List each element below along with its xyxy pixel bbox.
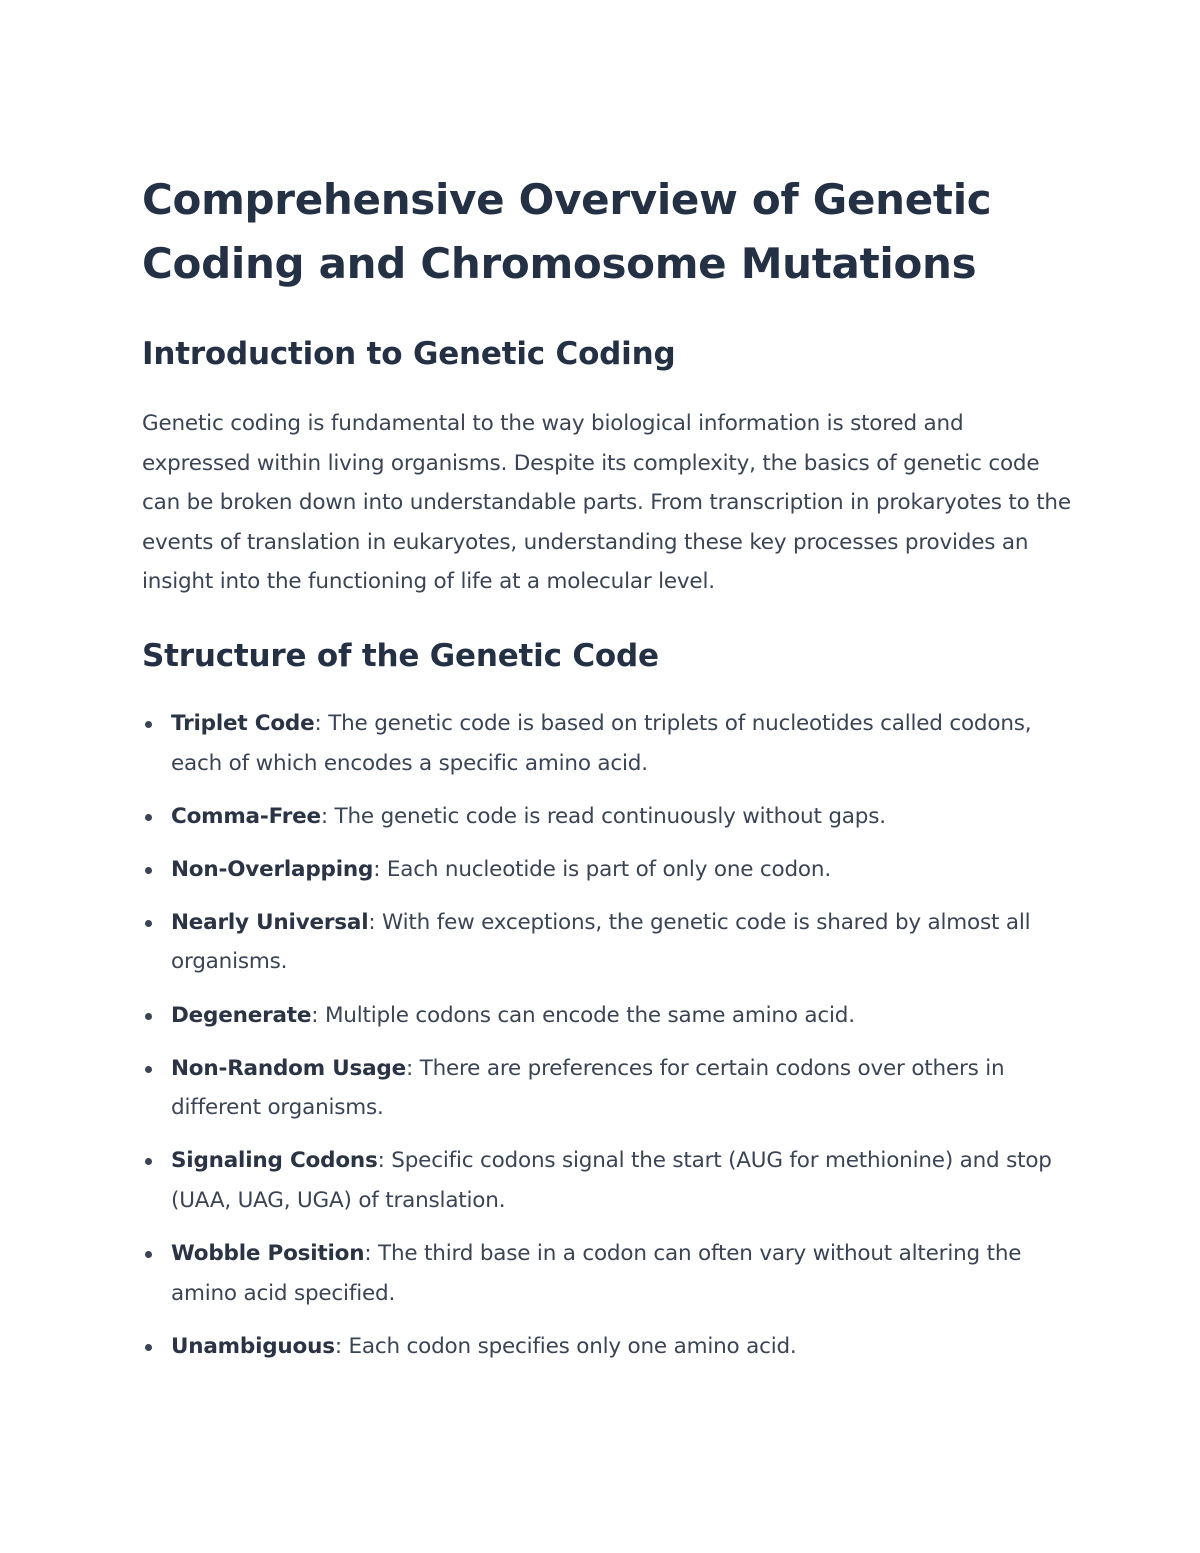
- list-item-text: : Specific codons signal the start (AUG for methionine) and stop (UAA, UAG, UGA) of translation.: [171, 1148, 1052, 1213]
- list-item-text: : The genetic code is read continuously without gaps.: [320, 803, 886, 829]
- list-item: [142, 1141, 1072, 1220]
- genetic-code-properties-list: [142, 704, 1072, 1366]
- list-item-text: : The genetic code is based on triplets of nucleotides called codons, each of which encodes a specific amino acid.: [171, 710, 1032, 776]
- list-item: [142, 996, 1072, 1036]
- bullet-icon: [145, 920, 152, 927]
- list-item-text: : There are preferences for certain codons over others in different organisms.: [171, 1055, 1005, 1121]
- list-item-term: Nearly Universal: [171, 909, 369, 935]
- list-item: [142, 1234, 1072, 1313]
- list-item-text: : The third base in a codon can often vary without altering the amino acid specified.: [171, 1241, 1022, 1306]
- section-heading-structure: Structure of the Genetic Code: [142, 637, 659, 674]
- list-item-term: Non-Overlapping: [171, 856, 374, 882]
- list-item-term: Unambiguous: [171, 1333, 335, 1359]
- list-item: [142, 850, 1072, 890]
- bullet-icon: [145, 721, 152, 728]
- bullet-icon: [145, 1013, 152, 1020]
- list-item-text: : Each nucleotide is part of only one codon.: [373, 856, 831, 882]
- list-item: [142, 1049, 1072, 1128]
- list-item: [142, 704, 1072, 783]
- list-item-text: : With few exceptions, the genetic code is shared by almost all organisms.: [171, 909, 1031, 975]
- document-title: Comprehensive Overview of Genetic Coding and Chromosome Mutations: [142, 175, 992, 288]
- bullet-icon: [145, 1344, 152, 1351]
- bullet-icon: [145, 1158, 152, 1165]
- list-item: [142, 797, 1072, 837]
- list-item-term: Triplet Code: [171, 710, 315, 736]
- introduction-paragraph: Genetic coding is fundamental to the way biological information is stored and expressed within living organisms. Despite its complexity, the basics of genetic code can be broken down into understandable parts. From transcription in prokaryotes to the events of translation in eukaryotes, understanding these key processes provides an insight into the functioning of life at a molecular level.: [142, 411, 1071, 595]
- bullet-icon: [145, 1251, 152, 1258]
- bullet-icon: [145, 814, 152, 821]
- list-item-term: Comma-Free: [171, 803, 321, 829]
- list-item: [142, 1327, 1072, 1367]
- list-item: [142, 903, 1072, 982]
- bullet-icon: [145, 867, 152, 874]
- list-item-text: : Multiple codons can encode the same amino acid.: [311, 1002, 855, 1028]
- section-heading-introduction: Introduction to Genetic Coding: [142, 336, 676, 372]
- bullet-icon: [145, 1066, 152, 1073]
- list-item-term: Wobble Position: [171, 1241, 365, 1266]
- document-page: [142, 168, 1072, 1380]
- list-item-term: Signaling Codons: [171, 1148, 378, 1174]
- list-item-text: : Each codon specifies only one amino acid.: [334, 1333, 797, 1359]
- list-item-term: Non-Random Usage: [171, 1055, 406, 1081]
- list-item-term: Degenerate: [171, 1002, 312, 1028]
